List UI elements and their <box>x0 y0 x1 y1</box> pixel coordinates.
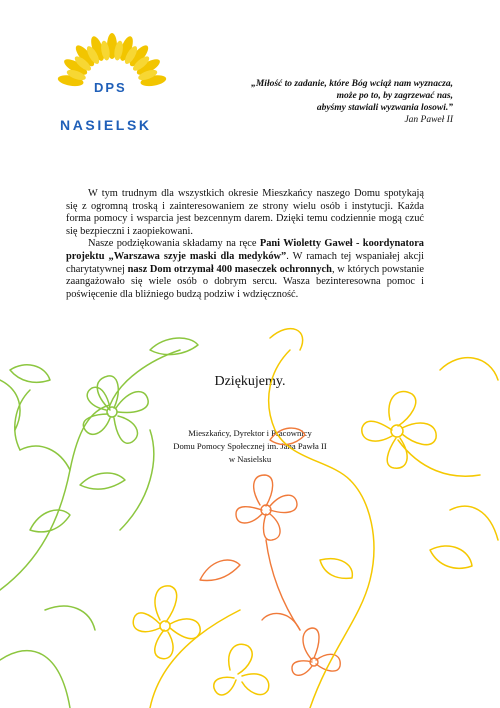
quote-author: Jan Paweł II <box>404 115 453 125</box>
p2-text-a: Nasze podziękowania składamy na ręce <box>88 238 260 250</box>
p2-bold-recipient: Pani Wioletty Gaweł - koordynatora projektu „Warszawa szyje maski dla medyków” <box>66 238 424 262</box>
sun-logo-icon <box>52 32 172 116</box>
p2-text-c: . W ramach tej wspaniałej akcji charytatywnej <box>66 250 424 275</box>
letter-body <box>66 188 424 301</box>
quote-line: „Miłość to zadanie, które Bóg wciąż nam wyznacza, <box>251 79 453 89</box>
p2-text-e: , w których powstanie zaangażowało się wiele osób o dobrym sercu. Wasza bezinteresowna pomoc i poświęcenie dla bliźniego budzą podziw i wdzięczność. <box>66 263 425 300</box>
dps-logo <box>52 32 172 133</box>
signature-line: Domu Pomocy Społecznej im. Jana Pawła II <box>173 441 327 451</box>
signature-line: w Nasielsku <box>228 454 272 464</box>
quote-line: może po to, by zagrzewać nas, <box>336 91 453 101</box>
logo-city-text: NASIELSK <box>60 117 152 133</box>
logo-dps-text: DPS <box>94 80 127 95</box>
p2-bold-donation: nasz Dom otrzymał 400 maseczek ochronnych <box>127 263 332 275</box>
thanks-heading: Dziękujemy. <box>214 374 286 389</box>
quote-block <box>173 78 453 126</box>
signature-line: Mieszkańcy, Dyrektor i Pracownicy <box>188 428 312 438</box>
paragraph-2 <box>66 238 424 301</box>
quote-line: abyśmy stawiali wyzwania losowi.” <box>316 103 453 113</box>
floral-ornament-icon <box>0 310 500 708</box>
paragraph-1: W tym trudnym dla wszystkich okresie Mieszkańcy naszego Domu spotykają się z ogromną troską i zainteresowaniem ze strony wielu osób i instytucji. Każda forma pomocy i wsparcia jest bezcennym darem. Dzięki temu codziennie mogą czuć się bezpieczni i zaopiekowani. <box>66 188 424 237</box>
